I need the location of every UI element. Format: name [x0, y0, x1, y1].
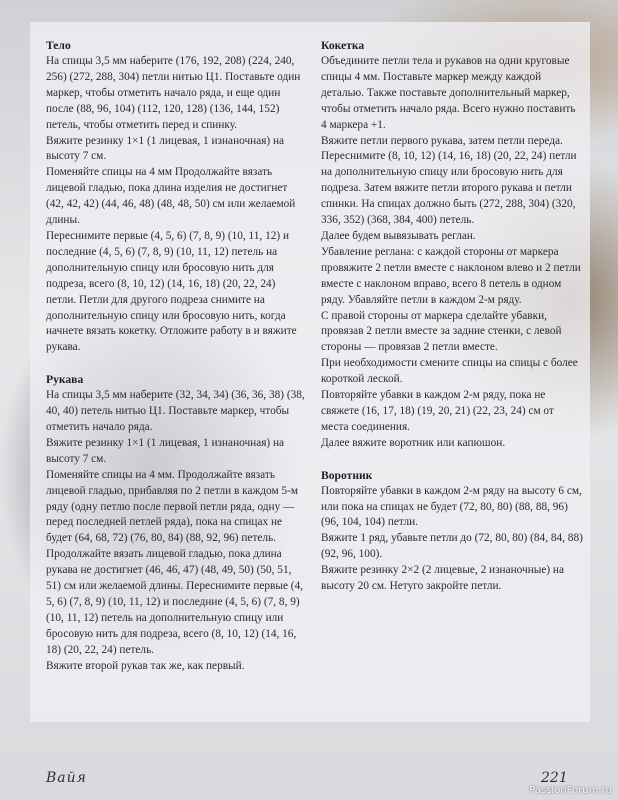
yoke-paragraph: Вяжите петли первого рукава, затем петли переда. Переснимите (8, 10, 12) (14, 16, 18) (20, 22, 24) петли на дополнительную спицу или бросовую нить для подреза. Затем вяжите петли второго рукава и петли спинки. На спицах должно быть (272, 288, 304) (320, 336, 352) (368, 384, 400) петель. — [321, 134, 577, 227]
sleeves-paragraph: Вяжите второй рукав так же, как первый. — [46, 659, 245, 672]
sleeves-paragraph: Вяжите резинку 1×1 (1 лицевая, 1 изнаночная) на высоту 7 см. — [46, 436, 285, 465]
yoke-paragraph: С правой стороны от маркера сделайте убавки, провязав 2 петли вместе за задние стенки, с левой стороны — провязав 2 петли вместе. — [321, 309, 562, 354]
left-column — [46, 38, 308, 675]
brand-logo: Вайя — [46, 770, 87, 786]
section-heading-collar: Воротник — [321, 468, 373, 482]
section-heading-yoke: Кокетка — [321, 39, 365, 52]
collar-paragraph: Вяжите резинку 2×2 (2 лицевые, 2 изнаночные) на высоту 20 см. Нетуго закройте петли. — [321, 564, 564, 593]
body-paragraph: Вяжите резинку 1×1 (1 лицевая, 1 изнаночная) на высоту 7 см. — [46, 134, 285, 163]
body-paragraph: Поменяйте спицы на 4 мм Продолжайте вязать лицевой гладью, пока длина изделия не достигнет (42, 42, 42) (44, 46, 48) (48, 48, 50) см или желаемой длины. — [46, 166, 296, 227]
section-heading-sleeves: Рукава — [46, 373, 84, 387]
yoke-paragraph: При необходимости смените спицы на спицы с более короткой леской. — [321, 357, 578, 386]
collar-paragraph: Вяжите 1 ряд, убавьте петли до (72, 80, 80) (84, 84, 88) (92, 96, 100). — [321, 532, 583, 561]
yoke-paragraph: Убавление реглана: с каждой стороны от маркера провяжите 2 петли вместе с наклоном влево и 2 петли вместе с наклоном вправо, всего 8 петель в одном ряду. Убавляйте петли в каждом 2-м ряду. — [321, 245, 581, 306]
yoke-paragraph: Далее будем вывязывать реглан. — [321, 229, 476, 242]
yoke-paragraph: Объедините петли тела и рукавов на одни круговые спицы 4 мм. Поставьте маркер между каждой деталью. Также поставьте дополнительный маркер, чтобы отметить начало ряда. Всего нужно поставить 4 маркера +1. — [321, 55, 576, 131]
sleeves-paragraph: На спицы 3,5 мм наберите (32, 34, 34) (36, 36, 38) (38, 40, 40) петель нитью Ц1. Поставьте маркер, чтобы отметить начало ряда. — [46, 389, 305, 434]
yoke-paragraph: Далее вяжите воротник или капюшон. — [321, 436, 506, 449]
body-paragraph: На спицы 3,5 мм наберите (176, 192, 208) (224, 240, 256) (272, 288, 304) петли нитью Ц1. Поставьте один маркер, чтобы отметить начало ряда, и еще один после (88, 96, 104) (112, 120, 128) (136, 144, 152) петель, чтобы отметить перед и спинку. — [46, 55, 301, 131]
right-column — [321, 38, 583, 595]
collar-paragraph: Повторяйте убавки в каждом 2-м ряду на высоту 6 см, или пока на спицах не будет (72, 80, 80) (88, 88, 96) (96, 104, 104) петли. — [321, 484, 582, 529]
yoke-paragraph: Повторяйте убавки в каждом 2-м ряду, пока не свяжете (16, 17, 18) (19, 20, 21) (22, 23, 24) см от места соединения. — [321, 389, 554, 433]
section-heading-body: Тело — [46, 39, 71, 52]
body-paragraph: Переснимите первые (4, 5, 6) (7, 8, 9) (10, 11, 12) и последние (4, 5, 6) (7, 8, 9) (10, 11, 12) петель на дополнительную спицу или бросовую нить для подреза, всего (8, 10, 12) (14, 16, 18) (20, 22, 24) петли. Петли для другого подреза снимите на дополнительную спицу или бросовую нить, когда начнете вязать кокетку. Отложите работу в и вяжите рукава. — [46, 229, 297, 354]
sleeves-paragraph: Продолжайте вязать лицевой гладью, пока длина рукава не достигнет (46, 46, 47) (48, 49, 50) (50, 51, 51) см или желаемой длины. Переснимите первые (4, 5, 6) (7, 8, 9) (10, 11, 12) и последние (4, 5, 6) (7, 8, 9) (10, 11, 12) петель на дополнительную спицу или бросовую нить для подреза, всего (8, 10, 12) (14, 16, 18) (20, 22, 24) петель. — [46, 548, 304, 656]
page-number: 221 — [541, 770, 568, 786]
sleeves-paragraph: Поменяйте спицы на 4 мм. Продолжайте вязать лицевой гладью, прибавляя по 2 петли в каждом 5-м ряду (одну петлю после первой петли ряда, одну — перед последней петлей ряда), пока на спицах не будет (64, 68, 72) (76, 80, 84) (88, 92, 96) петель. — [46, 468, 298, 545]
site-watermark: PassionForum.ru — [529, 785, 612, 796]
